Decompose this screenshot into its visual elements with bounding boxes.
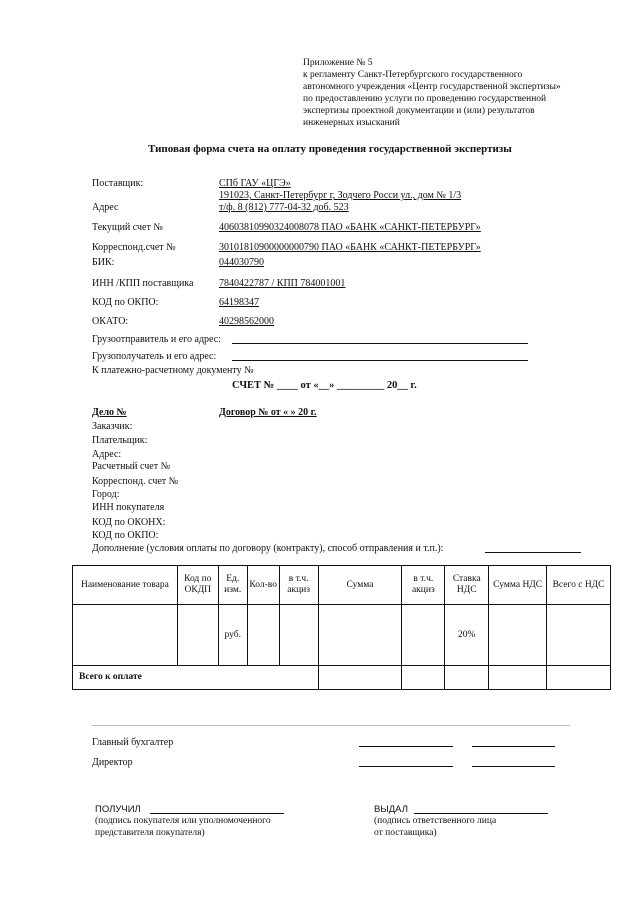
appendix-line: инженерных изысканий bbox=[303, 118, 400, 128]
header-cell: в т.ч. акциз bbox=[402, 566, 445, 605]
table-cell bbox=[547, 605, 611, 666]
corr-label: Корреспонд.счет № bbox=[92, 242, 176, 253]
okato-label: ОКАТО: bbox=[92, 316, 129, 327]
form-title: Типовая форма счета на оплату проведения государственной экспертизы bbox=[148, 143, 512, 155]
header-cell: Сумма НДС bbox=[489, 566, 547, 605]
table-cell: руб. bbox=[218, 605, 247, 666]
issued-line bbox=[414, 813, 548, 814]
header-cell: Наименование товара bbox=[73, 566, 178, 605]
chief-accountant-name-line bbox=[472, 746, 555, 747]
supplier-phone: т/ф. 8 (812) 777-04-32 доб. 523 bbox=[219, 202, 349, 213]
shipper-label: Грузоотправитель и его адрес: bbox=[92, 334, 221, 345]
total-excise-cell bbox=[402, 666, 445, 690]
inn-value: 7840422787 / КПП 784001001 bbox=[219, 278, 346, 289]
addition-line bbox=[485, 552, 581, 553]
received-line bbox=[150, 813, 284, 814]
table-cell bbox=[247, 605, 279, 666]
supplier-label: Поставщик: bbox=[92, 178, 144, 189]
okato-value: 40298562000 bbox=[219, 316, 274, 327]
director-sign-line bbox=[359, 766, 453, 767]
director-name-line bbox=[472, 766, 555, 767]
total-all-cell bbox=[547, 666, 611, 690]
total-sum-cell bbox=[318, 666, 402, 690]
chief-accountant-sign-line bbox=[359, 746, 453, 747]
inn-label: ИНН /КПП поставщика bbox=[92, 278, 194, 289]
director-label: Директор bbox=[92, 757, 133, 768]
account-label: Текущий счет № bbox=[92, 222, 163, 233]
table-cell bbox=[402, 605, 445, 666]
okpo-value: 64198347 bbox=[219, 297, 259, 308]
appendix-block bbox=[303, 57, 561, 129]
appendix-line: по предоставлению услуги по проведению государственной bbox=[303, 94, 547, 104]
corr-value: 30101810900000000790 ПАО «БАНК «САНКТ-ПЕТЕРБУРГ» bbox=[219, 242, 481, 253]
issued-caption: (подпись ответственного лица bbox=[374, 816, 497, 826]
header-cell: Код по ОКДП bbox=[177, 566, 218, 605]
invoice-heading: СЧЕТ № ____ от «__» _________ 20__ г. bbox=[232, 380, 417, 391]
bik-label: БИК: bbox=[92, 257, 115, 268]
header-cell: Ставка НДС bbox=[445, 566, 489, 605]
table-cell: 20% bbox=[445, 605, 489, 666]
header-cell: Ед. изм. bbox=[218, 566, 247, 605]
issued-caption: от поставщика) bbox=[374, 828, 437, 838]
supplier-name: СПб ГАУ «ЦГЭ» bbox=[219, 178, 291, 189]
header-cell: в т.ч. акциз bbox=[279, 566, 318, 605]
buyer-account-label: Расчетный счет № bbox=[92, 461, 171, 472]
table-row bbox=[73, 605, 611, 666]
payer-label: Плательщик: bbox=[92, 435, 148, 446]
separator-line bbox=[92, 725, 570, 726]
header-cell: Всего с НДС bbox=[547, 566, 611, 605]
table-cell bbox=[279, 605, 318, 666]
header-cell: Сумма bbox=[318, 566, 402, 605]
table-total-row bbox=[73, 666, 611, 690]
buyer-okpo-label: КОД по ОКПО: bbox=[92, 530, 159, 541]
okonh-label: КОД по ОКОНХ: bbox=[92, 517, 166, 528]
bik-value: 044030790 bbox=[219, 257, 264, 268]
appendix-line: экспертизы проектной документации и (или) результатов bbox=[303, 106, 535, 116]
total-vat-cell bbox=[489, 666, 547, 690]
shipper-line bbox=[232, 343, 528, 344]
contract-label: Договор № от « » 20 г. bbox=[219, 407, 317, 418]
case-label: Дело № bbox=[92, 407, 127, 418]
table-header-row bbox=[73, 566, 611, 605]
appendix-line: Приложение № 5 bbox=[303, 58, 373, 68]
addition-label: Дополнение (условия оплаты по договору (контракту), способ отправления и т.п.): bbox=[92, 543, 444, 554]
table-cell bbox=[177, 605, 218, 666]
total-vat-rate-cell bbox=[445, 666, 489, 690]
account-value: 40603810990324008078 ПАО «БАНК «САНКТ-ПЕТЕРБУРГ» bbox=[219, 222, 481, 233]
table-cell bbox=[73, 605, 178, 666]
buyer-address-label: Адрес: bbox=[92, 449, 122, 460]
buyer-inn-label: ИНН покупателя bbox=[92, 502, 165, 513]
appendix-line: автономного учреждения «Центр государственной экспертизы» bbox=[303, 82, 561, 92]
table-cell bbox=[318, 605, 402, 666]
okpo-label: КОД по ОКПО: bbox=[92, 297, 159, 308]
header-cell: Кол-во bbox=[247, 566, 279, 605]
total-label: Всего к оплате bbox=[73, 666, 319, 690]
address-label: Адрес bbox=[92, 202, 119, 213]
payment-doc-label: К платежно-расчетному документу № bbox=[92, 365, 254, 376]
chief-accountant-label: Главный бухгалтер bbox=[92, 737, 174, 748]
issued-label: ВЫДАЛ bbox=[374, 804, 408, 815]
appendix-line: к регламенту Санкт-Петербургского государственного bbox=[303, 70, 523, 80]
received-label: ПОЛУЧИЛ bbox=[95, 804, 141, 815]
received-caption: представителя покупателя) bbox=[95, 828, 205, 838]
consignee-label: Грузополучатель и его адрес: bbox=[92, 351, 217, 362]
consignee-line bbox=[232, 360, 528, 361]
customer-label: Заказчик: bbox=[92, 421, 133, 432]
supplier-address: 191023, Санкт-Петербург г, Зодчего Росси ул., дом № 1/3 bbox=[219, 190, 462, 201]
received-caption: (подпись покупателя или уполномоченного bbox=[95, 816, 271, 826]
goods-table bbox=[72, 565, 611, 690]
buyer-corr-label: Корреспонд. счет № bbox=[92, 476, 179, 487]
table-cell bbox=[489, 605, 547, 666]
city-label: Город: bbox=[92, 489, 120, 500]
